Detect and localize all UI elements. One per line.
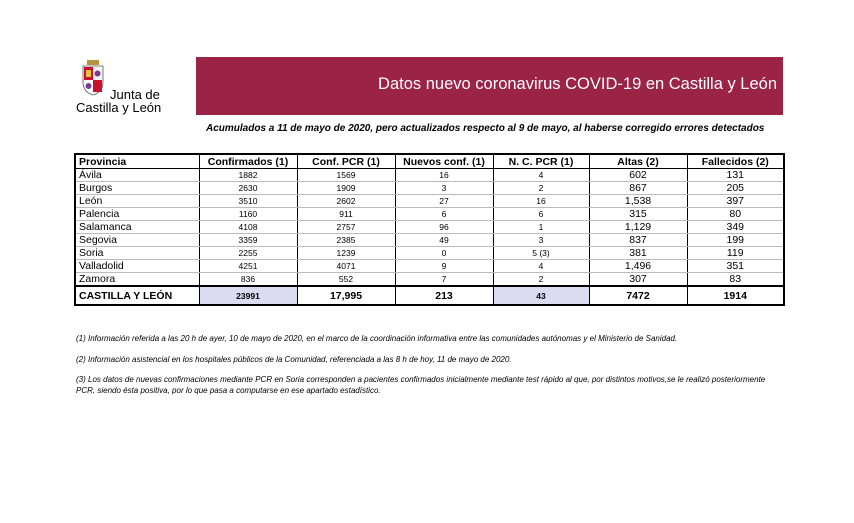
cell-provincia: Salamanca [75,221,199,234]
cell-confirmados: 1160 [199,208,297,221]
coat-of-arms-icon [81,60,105,96]
header-confirmados: Confirmados (1) [199,154,297,169]
total-fallecidos: 1914 [687,286,784,305]
cell-provincia: Palencia [75,208,199,221]
cell-altas: 1,496 [589,260,687,273]
table-row [75,195,784,208]
cell-nuevos-conf: 7 [395,273,493,287]
title-banner [196,57,783,115]
table-header-row [75,154,784,169]
cell-fallecidos: 349 [687,221,784,234]
footnote-1: (1) Información referida a las 20 h de ayer, 10 de mayo de 2020, en el marco de la coordinación informativa entre las comunidades autónomas y el Ministerio de Sanidad. [76,334,678,343]
cell-nuevos-conf: 0 [395,247,493,260]
cell-nc-pcr: 6 [493,208,589,221]
cell-nuevos-conf: 96 [395,221,493,234]
cell-nc-pcr: 5 (3) [493,247,589,260]
cell-fallecidos: 119 [687,247,784,260]
cell-nuevos-conf: 6 [395,208,493,221]
cell-nuevos-conf: 3 [395,182,493,195]
cell-altas: 837 [589,234,687,247]
table-row [75,234,784,247]
total-confirmados: 23991 [199,286,297,305]
cell-nc-pcr: 1 [493,221,589,234]
cell-conf-pcr: 1909 [297,182,395,195]
cell-confirmados: 1882 [199,169,297,182]
cell-confirmados: 836 [199,273,297,287]
footnote-2: (2) Información asistencial en los hospitales públicos de la Comunidad, referenciada a las 8 h de hoy, 11 de mayo de 2020. [76,355,512,364]
total-nc-pcr: 43 [493,286,589,305]
cell-confirmados: 4251 [199,260,297,273]
cell-fallecidos: 351 [687,260,784,273]
header-provincia: Provincia [75,154,199,169]
cell-confirmados: 4108 [199,221,297,234]
cell-provincia: Segovia [75,234,199,247]
page-subtitle: Acumulados a 11 de mayo de 2020, pero actualizados respecto al 9 de mayo, al haberse corregido errores detectados [206,123,765,134]
covid-data-table [74,153,785,306]
cell-altas: 602 [589,169,687,182]
logo-line2: Castilla y León [76,100,162,115]
cell-nuevos-conf: 9 [395,260,493,273]
cell-confirmados: 2630 [199,182,297,195]
cell-altas: 1,538 [589,195,687,208]
cell-fallecidos: 199 [687,234,784,247]
cell-nuevos-conf: 16 [395,169,493,182]
table-row [75,273,784,287]
header-nuevos-conf: Nuevos conf. (1) [395,154,493,169]
cell-nc-pcr: 2 [493,182,589,195]
cell-nuevos-conf: 49 [395,234,493,247]
cell-nc-pcr: 4 [493,260,589,273]
cell-confirmados: 3359 [199,234,297,247]
header-altas: Altas (2) [589,154,687,169]
header-conf-pcr: Conf. PCR (1) [297,154,395,169]
cell-provincia: Valladolid [75,260,199,273]
cell-fallecidos: 131 [687,169,784,182]
cell-altas: 1,129 [589,221,687,234]
cell-altas: 315 [589,208,687,221]
logo-line1: Junta de [110,87,160,102]
cell-nc-pcr: 2 [493,273,589,287]
cell-nc-pcr: 4 [493,169,589,182]
cell-nuevos-conf: 27 [395,195,493,208]
total-conf-pcr: 17,995 [297,286,395,305]
cell-fallecidos: 397 [687,195,784,208]
cell-altas: 867 [589,182,687,195]
cell-provincia: Ávila [75,169,199,182]
table-row [75,182,784,195]
table-row [75,221,784,234]
cell-confirmados: 3510 [199,195,297,208]
total-nuevos-conf: 213 [395,286,493,305]
cell-nc-pcr: 3 [493,234,589,247]
cell-altas: 307 [589,273,687,287]
cell-fallecidos: 80 [687,208,784,221]
footnote-3: (3) Los datos de nuevas confirmaciones mediante PCR en Soria corresponden a pacientes confirmados inicialmente mediante test rápido al que, por distintos motivos,se le realizó posteriormente PCR, siendo ésta positiva, por lo que pasa a computarse en ese apartado estadístico. [76,375,766,395]
header-fallecidos: Fallecidos (2) [687,154,784,169]
cell-conf-pcr: 4071 [297,260,395,273]
header-nc-pcr: N. C. PCR (1) [493,154,589,169]
cell-provincia: León [75,195,199,208]
table-total-row [75,286,784,305]
cell-confirmados: 2255 [199,247,297,260]
table-row [75,169,784,182]
cell-fallecidos: 83 [687,273,784,287]
cell-provincia: Zamora [75,273,199,287]
cell-provincia: Burgos [75,182,199,195]
cell-conf-pcr: 1239 [297,247,395,260]
junta-logo [76,60,176,116]
total-altas: 7472 [589,286,687,305]
cell-conf-pcr: 2385 [297,234,395,247]
cell-conf-pcr: 552 [297,273,395,287]
table-row [75,208,784,221]
page-title: Datos nuevo coronavirus COVID-19 en Castilla y León [378,75,777,93]
cell-conf-pcr: 911 [297,208,395,221]
total-label: CASTILLA Y LEÓN [75,286,199,305]
cell-conf-pcr: 2757 [297,221,395,234]
cell-fallecidos: 205 [687,182,784,195]
cell-provincia: Soria [75,247,199,260]
cell-altas: 381 [589,247,687,260]
table-row [75,260,784,273]
cell-conf-pcr: 1569 [297,169,395,182]
cell-nc-pcr: 16 [493,195,589,208]
cell-conf-pcr: 2602 [297,195,395,208]
table-row [75,247,784,260]
